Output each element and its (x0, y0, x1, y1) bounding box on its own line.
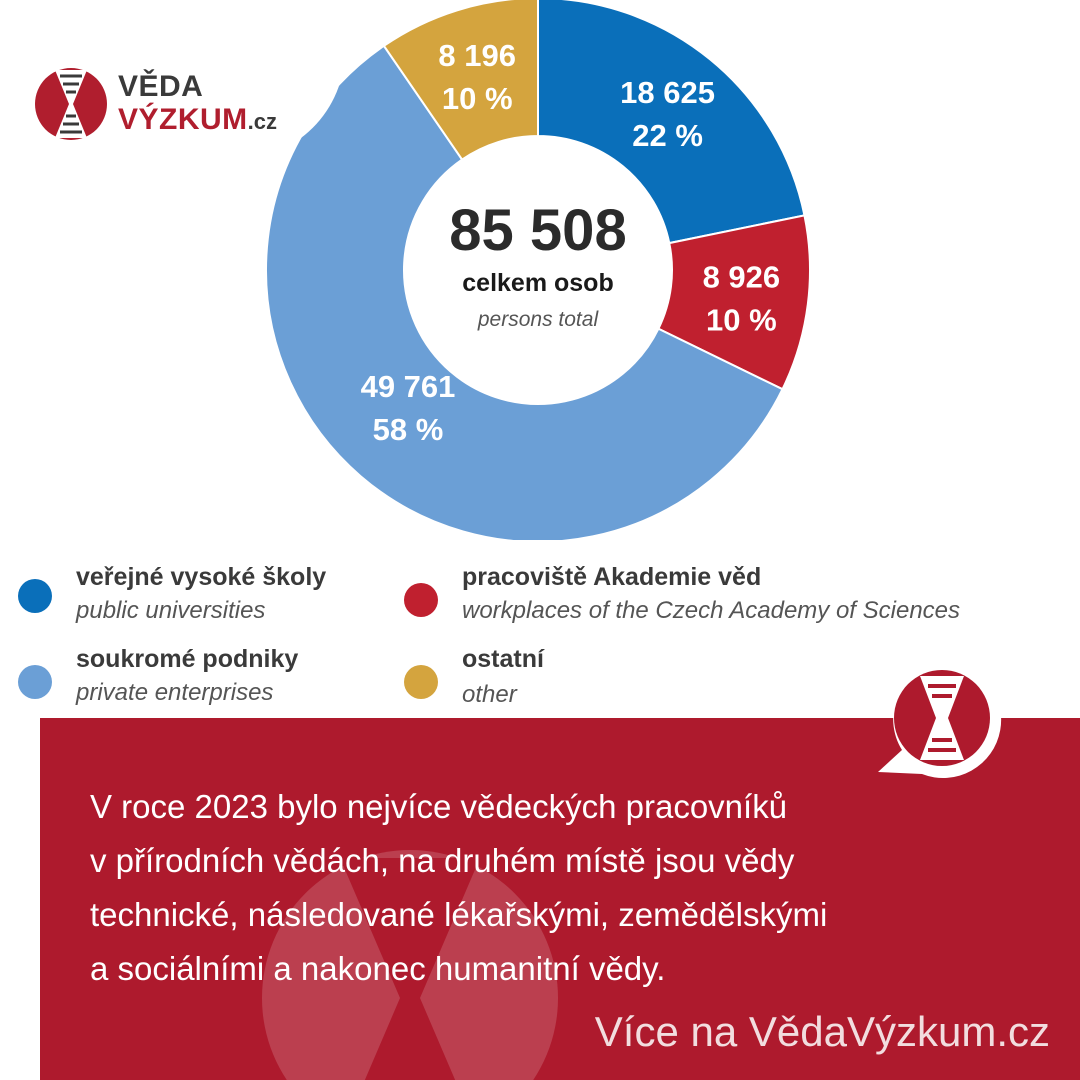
legend-label-cs: soukromé podniky (76, 645, 299, 673)
slice-percent-label-universities: 22 % (632, 118, 703, 154)
speech-bubble-logo-icon (872, 660, 1012, 780)
slice-value-label-universities: 18 625 (620, 75, 715, 111)
legend-dot-universities (18, 579, 52, 613)
panel-summary-text (90, 780, 1050, 996)
logo-wordmark (118, 70, 277, 141)
legend-label-en: other (462, 681, 517, 708)
center-label-cs: celkem osob (462, 269, 614, 297)
panel-line: a sociálními a nakonec humanitní vědy. (90, 950, 666, 987)
slice-value-label-private: 49 761 (360, 369, 456, 404)
center-total: 85 508 (449, 198, 627, 263)
legend-label-en: public universities (76, 597, 266, 624)
legend-label-en: workplaces of the Czech Academy of Sciences (462, 597, 961, 624)
logo-line-vyzkum: VÝZKUM (118, 103, 248, 136)
legend-dot-private (18, 665, 52, 699)
panel-line: V roce 2023 bylo nejvíce vědeckých pracovníků (90, 788, 788, 825)
center-label-en: persons total (477, 308, 599, 331)
logo-suffix: .cz (247, 109, 278, 134)
website-link[interactable]: Více na VědaVýzkum.cz (594, 1008, 1050, 1055)
slice-percent-label-academy: 10 % (706, 302, 777, 338)
slice-value-label-other: 8 196 (438, 38, 516, 74)
legend-label-cs: pracoviště Akademie věd (462, 563, 762, 591)
slice-percent-label-other: 10 % (441, 81, 513, 117)
legend-label-cs: veřejné vysoké školy (76, 563, 327, 591)
panel-line: v přírodních vědách, na druhém místě jsou vědy (90, 842, 795, 879)
legend-dot-other (404, 665, 438, 699)
legend-label-en: private enterprises (76, 679, 274, 706)
dna-hourglass-icon (33, 66, 109, 142)
logo-line-veda: VĚDA (118, 70, 204, 103)
slice-percent-label-private: 58 % (372, 412, 444, 447)
brand-logo[interactable] (0, 0, 345, 160)
panel-line: technické, následované lékařskými, zemědělskými (90, 896, 828, 933)
slice-value-label-academy: 8 926 (702, 259, 781, 295)
legend-dot-academy (404, 583, 438, 617)
legend-label-cs: ostatní (462, 645, 544, 673)
